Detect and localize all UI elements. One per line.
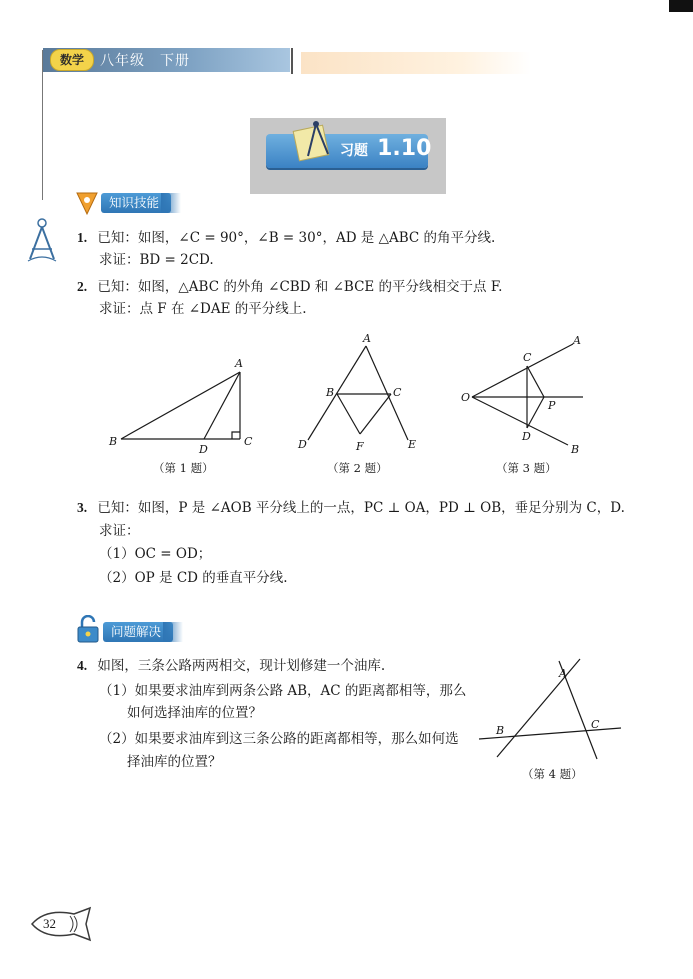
question-number: 4. — [77, 658, 88, 673]
question-4-part-1-cont: 如何选择油库的位置？ — [127, 705, 262, 721]
label-a: A — [559, 667, 567, 680]
caption-figure-2: （第 2 题） — [327, 461, 388, 475]
figure-2 — [290, 330, 430, 455]
question-4-part-1: （1）如果要求油库到两条公路 AB，AC 的距离都相等，那么 — [99, 683, 467, 699]
book-title: 八年级 下册 — [100, 53, 190, 69]
exercise-label: 习题 — [340, 143, 368, 159]
compass-note-icon — [290, 120, 338, 164]
segment-cf — [360, 394, 391, 434]
question-4-part-2: （2）如果要求油库到这三条公路的距离都相等，那么如何选 — [99, 731, 459, 747]
header-decoration — [301, 52, 531, 74]
road-ab — [497, 659, 580, 757]
compass-icon — [22, 215, 62, 265]
caption-figure-3: （第 3 题） — [496, 461, 557, 475]
label-a: A — [235, 357, 243, 370]
question-number: 2. — [77, 279, 88, 294]
question-text: 如图，三条公路两两相交，现计划修建一个油库. — [97, 658, 386, 674]
question-4 — [77, 655, 385, 677]
question-3-part-2: （2）OP 是 CD 的垂直平分线. — [99, 570, 288, 586]
question-text: 已知：如图，△ABC 的外角 ∠CBD 和 ∠BCE 的平分线相交于点 F. — [97, 279, 503, 295]
question-3-part-1: （1）OC = OD； — [99, 546, 212, 562]
fish-icon — [24, 904, 104, 944]
label-a: A — [363, 332, 371, 345]
lock-icon — [74, 615, 102, 645]
figure-3 — [455, 330, 605, 455]
segment-bf — [337, 394, 360, 434]
caption-figure-4: （第 4 题） — [522, 767, 583, 781]
question-text: 已知：如图，∠C = 90°，∠B = 30°，AD 是 △ABC 的角平分线. — [97, 230, 496, 246]
label-d: D — [522, 430, 531, 443]
label-b: B — [571, 443, 580, 455]
label-o: O — [461, 391, 471, 404]
exercise-title — [340, 136, 431, 161]
question-1-proof: 求证：BD = 2CD. — [99, 252, 214, 268]
ray-ad — [308, 346, 366, 440]
figure-4 — [475, 655, 625, 765]
question-2-proof: 求证：点 F 在 ∠DAE 的平分线上. — [99, 301, 307, 317]
question-number: 1. — [77, 230, 88, 245]
page-number: 32 — [43, 916, 56, 931]
label-a: A — [573, 334, 581, 347]
label-f: F — [356, 440, 364, 453]
segment-dp — [527, 397, 544, 428]
right-angle-mark — [232, 432, 240, 439]
label-b: B — [109, 435, 118, 448]
shield-icon — [74, 190, 100, 216]
question-1 — [77, 227, 495, 249]
question-3-proof: 求证： — [99, 523, 140, 539]
exercise-number: 1.10 — [377, 136, 432, 161]
label-c: C — [523, 351, 532, 364]
figure-1 — [100, 355, 270, 455]
question-number: 3. — [77, 500, 88, 515]
question-3 — [77, 497, 625, 519]
caption-figure-1: （第 1 题） — [153, 461, 214, 475]
label-p: P — [548, 399, 556, 412]
question-2 — [77, 276, 502, 298]
question-text: 已知：如图，P 是 ∠AOB 平分线上的一点，PC ⊥ OA，PD ⊥ OB，垂足分别为 C，D. — [97, 500, 625, 516]
label-b: B — [496, 724, 505, 737]
label-c: C — [591, 718, 600, 731]
ray-ae — [366, 346, 408, 440]
question-4-part-2-cont: 择油库的位置？ — [127, 754, 222, 770]
section-skills-label: 知识技能 — [101, 193, 171, 213]
margin-line — [42, 50, 43, 200]
section-problems-label: 问题解决 — [103, 622, 173, 642]
label-c: C — [393, 386, 402, 399]
label-e: E — [408, 438, 417, 451]
label-b: B — [326, 386, 335, 399]
segment-cp — [527, 366, 544, 397]
label-d: D — [199, 443, 208, 455]
corner-mark — [669, 0, 693, 12]
subject-badge: 数学 — [50, 49, 94, 71]
label-d: D — [298, 438, 307, 451]
label-c: C — [244, 435, 253, 448]
header-divider — [291, 48, 293, 74]
